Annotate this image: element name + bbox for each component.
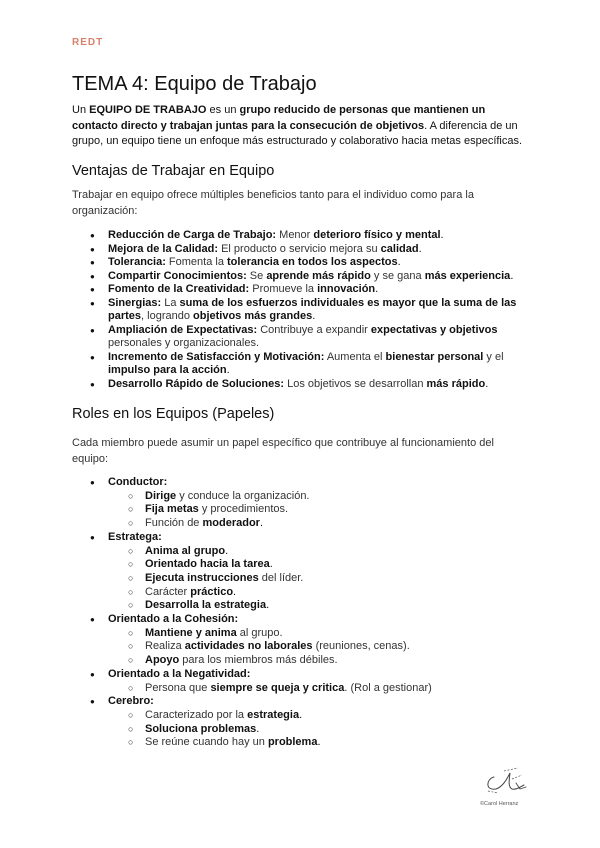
role-item-estratega: ● Estratega: ○ Anima al grupo. ○ Orientado hacia la tarea. ○ Ejecuta instrucciones del líder. ○ Carácter práctico. ○ Desarrolla la estrategia.	[90, 531, 530, 613]
list-item: ● Fomento de la Creatividad: Promueve la innovación.	[90, 283, 530, 297]
list-item: ● Tolerancia: Fomenta la tolerancia en todos los aspectos.	[90, 256, 530, 270]
list-item: ● Sinergias: La suma de los esfuerzos individuales es mayor que la suma de las partes, logrando objetivos más grandes.	[90, 297, 530, 324]
role-item-conductor: ● Conductor: ○ Dirige y conduce la organización. ○ Fija metas y procedimientos. ○ Función de moderador.	[90, 476, 530, 531]
sub-item: ○ Función de moderador.	[108, 517, 530, 531]
section-heading-ventajas: Ventajas de Trabajar en Equipo	[72, 163, 275, 179]
sub-item: ○ Fija metas y procedimientos.	[108, 503, 530, 517]
list-item: ● Incremento de Satisfacción y Motivación: Aumenta el bienestar personal y el impulso para la acción.	[90, 351, 530, 378]
benefits-list	[90, 229, 530, 391]
sub-item: ○ Realiza actividades no laborales (reuniones, cenas).	[108, 640, 530, 654]
header-logo-mark: REDT	[72, 37, 104, 48]
list-item: ● Desarrollo Rápido de Soluciones: Los objetivos se desarrollan más rápido.	[90, 378, 530, 392]
sub-item: ○ Apoyo para los miembros más débiles.	[108, 654, 530, 668]
ventajas-lead: Trabajar en equipo ofrece múltiples beneficios tanto para el individuo como para la organización:	[72, 189, 474, 217]
role-item-negatividad: ● Orientado a la Negatividad: ○ Persona que siempre se queja y critica. (Rol a gestionar)	[90, 668, 530, 695]
list-item: ● Ampliación de Expectativas: Contribuye a expandir expectativas y objetivos personales y organizacionales.	[90, 324, 530, 351]
sub-item: ○ Desarrolla la estrategia.	[108, 599, 530, 613]
sub-item: ○ Se reúne cuando hay un problema.	[108, 736, 530, 750]
section-heading-roles: Roles en los Equipos (Papeles)	[72, 406, 275, 422]
page-title: TEMA 4: Equipo de Trabajo	[72, 73, 317, 95]
signature-icon	[482, 765, 530, 795]
list-item: ● Mejora de la Calidad: El producto o servicio mejora su calidad.	[90, 243, 530, 257]
sub-item: ○ Persona que siempre se queja y critica. (Rol a gestionar)	[108, 682, 530, 696]
list-item: ● Reducción de Carga de Trabajo: Menor deterioro físico y mental.	[90, 229, 530, 243]
role-item-cerebro: ● Cerebro: ○ Caracterizado por la estrategia. ○ Soluciona problemas. ○ Se reúne cuando hay un problema.	[90, 695, 530, 750]
sub-item: ○ Ejecuta instrucciones del líder.	[108, 572, 530, 586]
sub-item: ○ Carácter práctico.	[108, 586, 530, 600]
role-item-cohesion: ● Orientado a la Cohesión: ○ Mantiene y anima al grupo. ○ Realiza actividades no laborales (reuniones, cenas). ○ Apoyo para los miembros más débiles.	[90, 613, 530, 668]
list-item: ● Compartir Conocimientos: Se aprende más rápido y se gana más experiencia.	[90, 270, 530, 284]
sub-item: ○ Dirige y conduce la organización.	[108, 490, 530, 504]
roles-list	[90, 476, 530, 750]
intro-paragraph: Un EQUIPO DE TRABAJO es un grupo reducido de personas que mantienen un contacto directo y trabajan juntas para la consecución de objetivos. A diferencia de un grupo, un equipo tiene un enfoque más estructurado y colaborativo hacia metas específicas.	[72, 104, 523, 147]
sub-item: ○ Orientado hacia la tarea.	[108, 558, 530, 572]
sub-item: ○ Anima al grupo.	[108, 545, 530, 559]
roles-lead: Cada miembro puede asumir un papel específico que contribuye al funcionamiento del equipo:	[72, 437, 494, 465]
sub-item: ○ Caracterizado por la estrategia.	[108, 709, 530, 723]
sub-item: ○ Mantiene y anima al grupo.	[108, 627, 530, 641]
copyright-text: ©Carol Herranz	[480, 801, 519, 807]
sub-item: ○ Soluciona problemas.	[108, 723, 530, 737]
